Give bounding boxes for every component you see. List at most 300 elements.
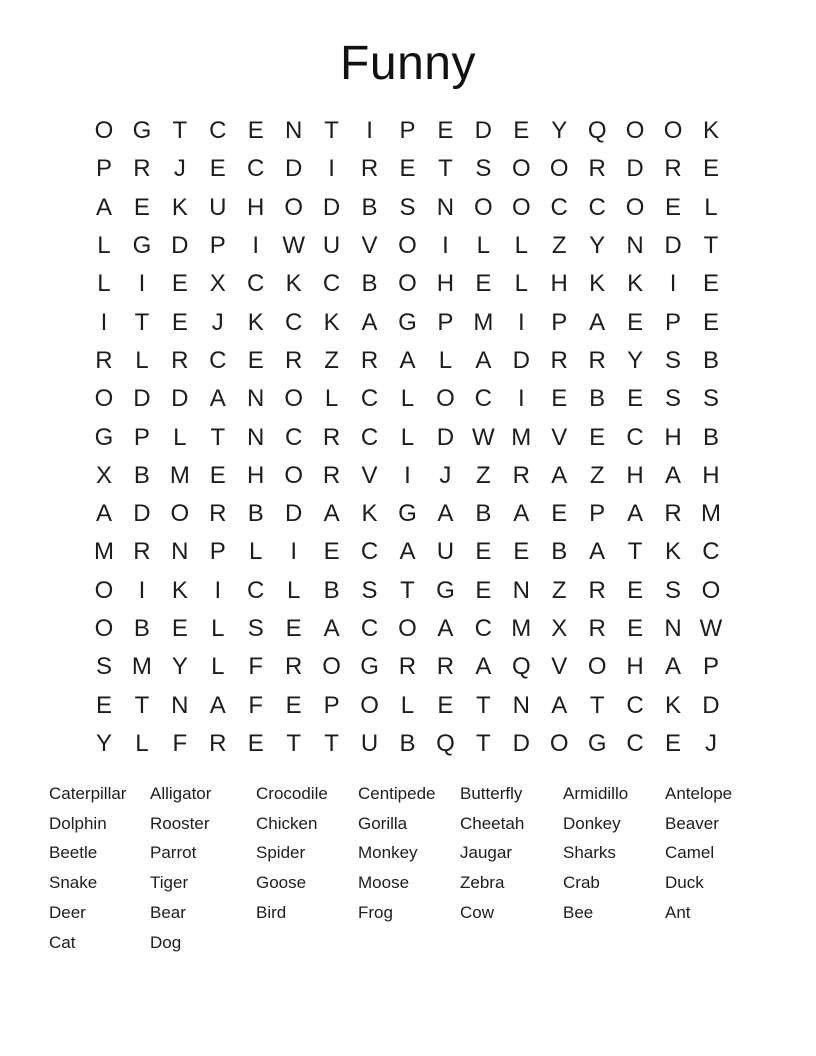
grid-letter: C <box>209 117 227 145</box>
grid-letter: I <box>328 155 335 183</box>
grid-letter: H <box>550 270 568 298</box>
grid-letter: I <box>404 461 411 489</box>
grid-letter: C <box>209 346 227 374</box>
grid-letter: R <box>360 155 379 183</box>
word-list-item: Butterfly <box>460 783 523 803</box>
grid-letter: E <box>513 538 530 566</box>
grid-letter: B <box>133 615 150 642</box>
grid-letter: F <box>248 691 264 719</box>
word-list-item: Cheetah <box>460 813 525 833</box>
grid-letter: E <box>247 346 264 374</box>
grid-letter: V <box>361 232 378 260</box>
grid-letter: O <box>398 615 417 642</box>
grid-letter: C <box>284 308 303 336</box>
word-list-item: Alligator <box>150 783 212 803</box>
grid-letter: C <box>360 385 379 413</box>
grid-letter: D <box>626 155 644 183</box>
grid-letter: O <box>94 576 114 604</box>
grid-letter: I <box>100 308 108 336</box>
grid-letter: W <box>472 423 495 451</box>
grid-letter: J <box>704 729 717 757</box>
grid-letter: A <box>513 500 530 528</box>
grid-letter: K <box>627 270 644 298</box>
grid-letter: G <box>398 308 417 336</box>
grid-letter: B <box>247 500 264 528</box>
grid-letter: Q <box>436 729 455 757</box>
grid-letter: R <box>664 155 682 183</box>
grid-letter: D <box>474 117 493 145</box>
grid-letter: C <box>626 729 644 757</box>
puzzle-title: Funny <box>340 37 476 90</box>
grid-letter: C <box>626 423 644 451</box>
grid-letter: E <box>665 729 682 757</box>
grid-letter: K <box>171 193 188 221</box>
grid-letter: L <box>135 346 149 374</box>
grid-letter: E <box>209 461 226 489</box>
grid-letter: M <box>169 461 190 489</box>
grid-letter: A <box>551 461 568 489</box>
grid-letter: I <box>366 117 373 145</box>
grid-letter: O <box>284 193 303 221</box>
grid-letter: R <box>284 346 303 374</box>
grid-letter: O <box>436 385 455 413</box>
grid-letter: O <box>663 117 683 145</box>
grid-letter: K <box>285 270 302 298</box>
grid-letter: R <box>322 423 341 451</box>
grid-letter: A <box>323 615 340 642</box>
grid-letter: O <box>549 729 569 757</box>
grid-letter: X <box>95 461 112 489</box>
grid-letter: V <box>551 423 568 451</box>
grid-letter: U <box>209 193 227 221</box>
grid-letter: R <box>95 346 113 374</box>
grid-letter: I <box>517 308 525 336</box>
grid-letter: R <box>588 155 606 183</box>
grid-letter: E <box>665 193 682 221</box>
grid-letter: K <box>665 538 682 566</box>
grid-letter: Y <box>589 232 606 260</box>
word-list-item: Armidillo <box>563 783 629 803</box>
grid-letter: R <box>360 346 379 374</box>
grid-letter: A <box>665 653 682 681</box>
grid-letter: E <box>323 538 340 566</box>
grid-letter: L <box>400 385 415 413</box>
grid-letter: O <box>94 117 114 145</box>
grid-letter: P <box>209 538 226 566</box>
grid-letter: D <box>436 423 455 451</box>
grid-letter: F <box>248 653 264 681</box>
grid-letter: B <box>589 385 606 413</box>
grid-letter: L <box>400 423 415 451</box>
word-list-item: Sharks <box>563 843 616 863</box>
grid-letter: R <box>436 653 455 681</box>
grid-letter: P <box>95 155 112 183</box>
grid-letter: L <box>324 385 339 413</box>
grid-letter: S <box>702 385 719 413</box>
word-list-item: Cat <box>49 932 76 952</box>
grid-letter: G <box>436 576 455 604</box>
grid-letter: P <box>702 653 719 681</box>
grid-letter: D <box>512 346 530 374</box>
grid-letter: D <box>284 500 303 528</box>
grid-letter: K <box>589 270 606 298</box>
grid-letter: R <box>209 500 227 528</box>
grid-letter: E <box>475 270 492 298</box>
word-list-item: Dog <box>150 932 182 952</box>
word-list-item: Duck <box>665 873 704 893</box>
grid-letter: E <box>475 576 492 604</box>
grid-letter: V <box>551 653 568 681</box>
grid-letter: L <box>97 270 111 298</box>
grid-letter: L <box>400 691 415 719</box>
grid-letter: E <box>702 270 719 298</box>
grid-letter: Z <box>551 232 567 260</box>
grid-letter: I <box>290 538 297 566</box>
grid-letter: A <box>95 193 112 221</box>
word-list-item: Deer <box>49 903 86 923</box>
grid-letter: C <box>322 270 341 298</box>
grid-letter: J <box>439 461 452 489</box>
grid-letter: A <box>399 346 416 374</box>
grid-letter: S <box>665 576 682 604</box>
grid-letter: P <box>551 308 568 336</box>
grid-letter: E <box>285 615 302 642</box>
grid-letter: D <box>171 385 189 413</box>
grid-letter: E <box>247 729 264 757</box>
grid-letter: C <box>247 576 265 604</box>
grid-letter: T <box>476 729 491 757</box>
grid-letter: C <box>360 423 379 451</box>
word-list-item: Crab <box>563 873 600 893</box>
word-list-item: Crocodile <box>256 783 328 803</box>
grid-letter: C <box>474 385 493 413</box>
grid-letter: R <box>133 538 151 566</box>
grid-letter: T <box>134 308 150 336</box>
grid-letter: E <box>171 308 188 336</box>
grid-letter: D <box>133 385 151 413</box>
grid-letter: M <box>511 615 532 642</box>
grid-letter: O <box>284 385 303 413</box>
grid-letter: S <box>247 615 264 642</box>
grid-letter: T <box>589 691 605 719</box>
grid-letter: E <box>437 691 454 719</box>
grid-letter: A <box>209 691 226 719</box>
grid-letter: H <box>702 461 720 489</box>
grid-letter: E <box>551 500 568 528</box>
word-list-item: Snake <box>49 873 98 893</box>
grid-letter: L <box>135 729 149 757</box>
grid-letter: B <box>702 423 719 451</box>
grid-letter: C <box>550 193 568 221</box>
grid-letter: R <box>284 653 303 681</box>
grid-letter: M <box>473 308 494 336</box>
word-list-item: Centipede <box>358 783 436 803</box>
grid-letter: D <box>133 500 151 528</box>
grid-letter: N <box>284 117 303 145</box>
grid-letter: A <box>627 500 644 528</box>
grid-letter: C <box>626 691 644 719</box>
grid-letter: K <box>665 691 682 719</box>
grid-letter: L <box>97 232 111 260</box>
grid-letter: K <box>361 500 378 528</box>
word-search-grid <box>85 112 730 763</box>
grid-letter: S <box>399 193 416 221</box>
grid-letter: Q <box>511 653 531 681</box>
grid-letter: E <box>627 385 644 413</box>
grid-letter: E <box>627 308 644 336</box>
word-list-item: Bee <box>563 903 594 923</box>
grid-letter: R <box>322 461 341 489</box>
grid-letter: H <box>626 653 644 681</box>
grid-letter: Y <box>171 653 188 681</box>
word-list-item: Antelope <box>665 783 733 803</box>
grid-letter: C <box>702 538 720 566</box>
grid-letter: O <box>625 193 645 221</box>
grid-letter: R <box>171 346 189 374</box>
grid-letter: R <box>588 576 606 604</box>
grid-letter: L <box>249 538 263 566</box>
grid-letter: B <box>361 193 378 221</box>
grid-letter: W <box>699 615 723 642</box>
grid-letter: O <box>94 385 114 413</box>
grid-letter: E <box>95 691 112 719</box>
grid-letter: T <box>438 155 453 183</box>
grid-letter: A <box>437 615 454 642</box>
grid-letter: S <box>95 653 112 681</box>
grid-letter: E <box>437 117 454 145</box>
grid-letter: N <box>171 691 189 719</box>
grid-letter: L <box>286 576 301 604</box>
grid-letter: Z <box>476 461 491 489</box>
grid-letter: C <box>588 193 606 221</box>
grid-letter: D <box>322 193 341 221</box>
grid-letter: P <box>437 308 454 336</box>
word-list-item: Tiger <box>150 873 189 893</box>
grid-letter: G <box>94 423 114 451</box>
word-list-item: Ant <box>665 903 691 923</box>
grid-letter: U <box>436 538 455 566</box>
word-list-item: Moose <box>358 873 410 893</box>
word-list-item: Jaugar <box>460 843 512 863</box>
grid-letter: I <box>442 232 449 260</box>
word-list-item: Dolphin <box>49 813 107 833</box>
grid-letter: C <box>360 538 379 566</box>
grid-letter: R <box>588 615 606 642</box>
grid-letter: T <box>286 729 301 757</box>
grid-letter: X <box>209 270 226 298</box>
grid-letter: A <box>475 653 492 681</box>
grid-letter: J <box>173 155 186 183</box>
grid-letter: R <box>550 346 568 374</box>
grid-letter: O <box>398 232 417 260</box>
grid-letter: G <box>587 729 607 757</box>
grid-letter: T <box>324 117 339 145</box>
grid-letter: N <box>664 615 682 642</box>
word-list <box>49 779 767 958</box>
grid-letter: R <box>588 346 606 374</box>
grid-letter: Z <box>551 576 567 604</box>
grid-letter: I <box>138 270 146 298</box>
word-list-item: Frog <box>358 903 393 923</box>
grid-letter: C <box>284 423 303 451</box>
grid-letter: A <box>589 538 606 566</box>
grid-letter: O <box>474 193 493 221</box>
grid-letter: A <box>95 500 112 528</box>
grid-letter: N <box>626 232 644 260</box>
grid-letter: E <box>133 193 150 221</box>
grid-letter: T <box>627 538 643 566</box>
word-list-item: Caterpillar <box>49 783 127 803</box>
grid-letter: J <box>211 308 224 336</box>
word-list-item: Spider <box>256 843 306 863</box>
word-list-item: Beetle <box>49 843 98 863</box>
grid-letter: T <box>400 576 415 604</box>
grid-letter: R <box>512 461 530 489</box>
grid-letter: K <box>247 308 264 336</box>
grid-letter: B <box>702 346 719 374</box>
grid-letter: E <box>551 385 568 413</box>
grid-letter: M <box>511 423 532 451</box>
grid-letter: E <box>171 615 188 642</box>
grid-letter: D <box>702 691 720 719</box>
grid-letter: P <box>665 308 682 336</box>
grid-letter: H <box>247 461 265 489</box>
grid-letter: K <box>171 576 188 604</box>
grid-letter: S <box>665 346 682 374</box>
grid-letter: I <box>252 232 260 260</box>
grid-letter: O <box>625 117 645 145</box>
grid-letter: K <box>323 308 340 336</box>
grid-letter: B <box>551 538 568 566</box>
grid-letter: A <box>323 500 340 528</box>
grid-letter: O <box>170 500 190 528</box>
grid-letter: X <box>551 615 568 642</box>
grid-letter: T <box>703 232 719 260</box>
grid-letter: Z <box>589 461 605 489</box>
grid-letter: L <box>514 270 528 298</box>
grid-letter: O <box>94 615 114 642</box>
grid-letter: F <box>172 729 188 757</box>
grid-letter: B <box>133 461 150 489</box>
grid-letter: A <box>589 308 606 336</box>
grid-letter: S <box>475 155 492 183</box>
grid-letter: O <box>360 691 379 719</box>
grid-letter: S <box>361 576 378 604</box>
grid-letter: T <box>324 729 339 757</box>
grid-letter: E <box>627 576 644 604</box>
grid-letter: P <box>133 423 150 451</box>
grid-letter: M <box>131 653 152 681</box>
grid-letter: U <box>322 232 341 260</box>
grid-letter: A <box>475 346 492 374</box>
word-list-item: Bear <box>150 903 186 923</box>
grid-letter: W <box>282 232 305 260</box>
grid-letter: A <box>399 538 416 566</box>
grid-letter: L <box>211 653 225 681</box>
grid-letter: H <box>664 423 682 451</box>
grid-letter: E <box>702 308 719 336</box>
grid-letter: I <box>669 270 677 298</box>
grid-letter: C <box>247 155 265 183</box>
grid-letter: A <box>665 461 682 489</box>
grid-letter: S <box>665 385 682 413</box>
grid-letter: T <box>476 691 491 719</box>
word-list-item: Goose <box>256 873 307 893</box>
grid-letter: G <box>398 500 417 528</box>
word-list-item: Cow <box>460 903 495 923</box>
word-list-item: Bird <box>256 903 287 923</box>
grid-letter: R <box>209 729 227 757</box>
grid-letter: E <box>171 270 188 298</box>
grid-letter: P <box>323 691 340 719</box>
grid-letter: A <box>209 385 226 413</box>
grid-letter: L <box>211 615 225 642</box>
word-list-item: Monkey <box>358 843 418 863</box>
grid-letter: M <box>93 538 114 566</box>
grid-letter: G <box>132 232 152 260</box>
grid-letter: E <box>589 423 606 451</box>
grid-letter: D <box>171 232 189 260</box>
grid-letter: Q <box>587 117 607 145</box>
grid-letter: R <box>133 155 151 183</box>
grid-letter: I <box>214 576 222 604</box>
grid-letter: C <box>360 615 379 642</box>
grid-letter: E <box>285 691 302 719</box>
grid-letter: V <box>361 461 378 489</box>
grid-letter: L <box>704 193 718 221</box>
grid-letter: D <box>512 729 530 757</box>
grid-letter: Y <box>627 346 644 374</box>
grid-letter: P <box>589 500 606 528</box>
word-list-item: Camel <box>665 843 715 863</box>
grid-letter: L <box>438 346 453 374</box>
grid-letter: E <box>702 155 719 183</box>
grid-letter: D <box>284 155 303 183</box>
grid-letter: O <box>322 653 341 681</box>
word-list-item: Beaver <box>665 813 719 833</box>
grid-letter: Z <box>324 346 339 374</box>
grid-letter: B <box>361 270 378 298</box>
grid-letter: T <box>210 423 226 451</box>
grid-letter: G <box>132 117 152 145</box>
grid-letter: U <box>360 729 379 757</box>
grid-letter: L <box>514 232 528 260</box>
grid-letter: O <box>587 653 607 681</box>
grid-letter: L <box>173 423 187 451</box>
grid-letter: T <box>172 117 188 145</box>
grid-letter: I <box>517 385 525 413</box>
grid-letter: O <box>398 270 417 298</box>
grid-letter: T <box>134 691 150 719</box>
grid-letter: A <box>437 500 454 528</box>
word-list-item: Parrot <box>150 843 197 863</box>
grid-letter: N <box>247 423 265 451</box>
grid-letter: H <box>626 461 644 489</box>
grid-letter: O <box>511 193 531 221</box>
grid-letter: E <box>247 117 264 145</box>
word-list-item: Zebra <box>460 873 505 893</box>
word-list-item: Donkey <box>563 813 621 833</box>
grid-letter: P <box>209 232 226 260</box>
grid-letter: B <box>323 576 340 604</box>
grid-letter: N <box>512 576 530 604</box>
grid-letter: N <box>512 691 530 719</box>
grid-letter: A <box>551 691 568 719</box>
grid-letter: I <box>138 576 146 604</box>
grid-letter: B <box>399 729 416 757</box>
word-list-item: Chicken <box>256 813 318 833</box>
grid-letter: E <box>627 615 644 642</box>
